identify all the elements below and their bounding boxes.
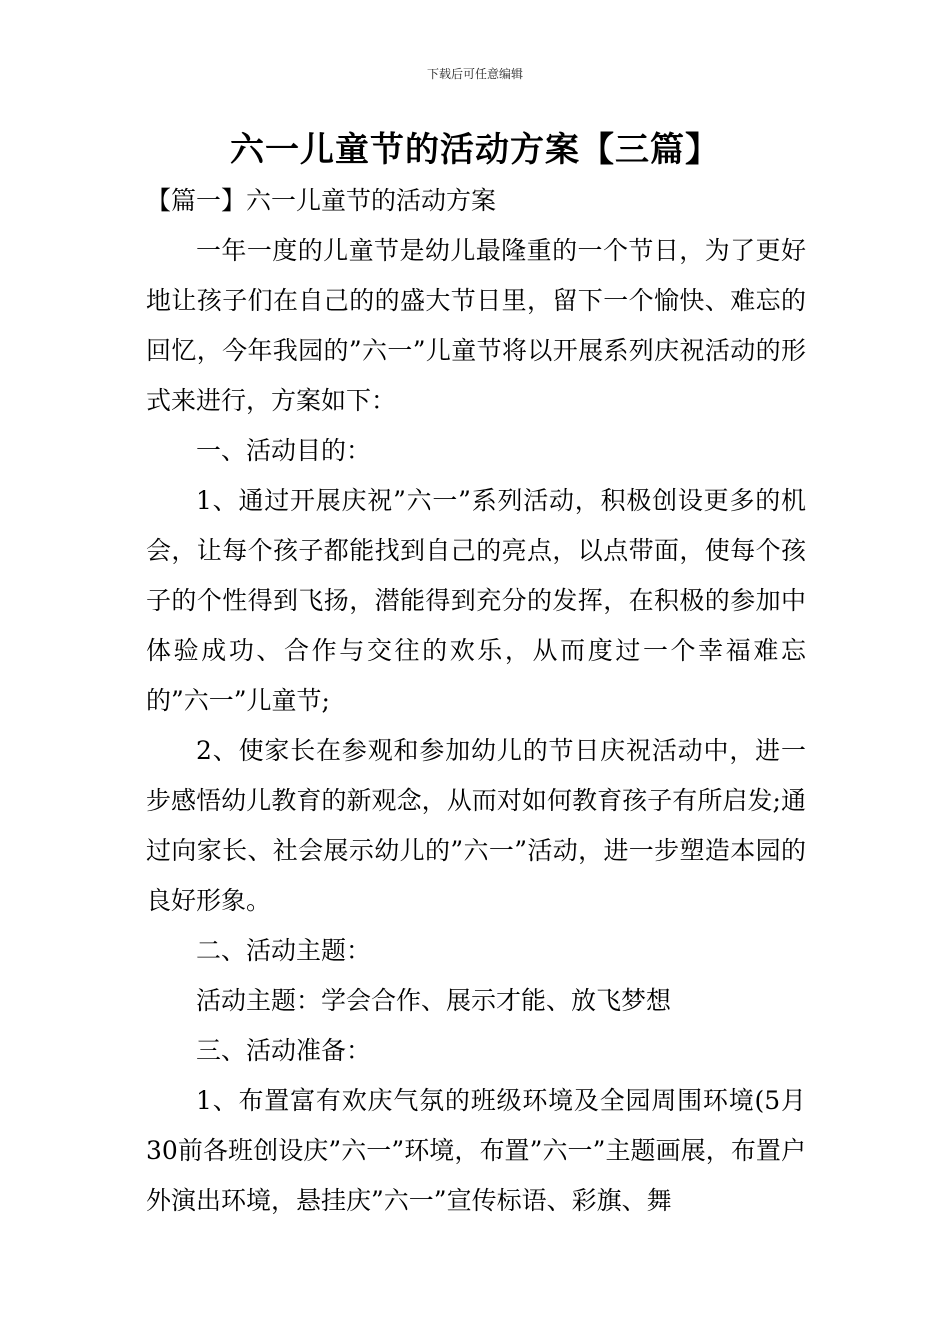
- document-body: [146, 176, 806, 1226]
- heading-theme: 二、活动主题：: [196, 936, 372, 965]
- paragraph-objective-2: 2、使家长在参观和参加幼儿的节日庆祝活动中，进一步感悟幼儿教育的新观念，从而对如何教育孩子有所启发;通过向家长、社会展示幼儿的”六一”活动，进一步塑造本园的良好形象。: [146, 736, 806, 915]
- paragraph-intro: 一年一度的儿童节是幼儿最隆重的一个节日，为了更好地让孩子们在自己的的盛大节日里，留下一个愉快、难忘的回忆，今年我园的”六一”儿童节将以开展系列庆祝活动的形式来进行，方案如下：: [146, 236, 806, 415]
- header-note: 下载后可任意编辑: [426, 67, 523, 81]
- section-heading: 【篇一】六一儿童节的活动方案: [146, 186, 497, 215]
- heading-preparation: 三、活动准备：: [196, 1036, 372, 1065]
- document-title: 六一儿童节的活动方案【三篇】: [230, 130, 720, 170]
- paragraph-objective-1: 1、通过开展庆祝”六一”系列活动，积极创设更多的机会，让每个孩子都能找到自己的亮点，以点带面，使每个孩子的个性得到飞扬，潜能得到充分的发挥，在积极的参加中体验成功、合作与交往的欢乐，从而度过一个幸福难忘的”六一”儿童节;: [146, 486, 806, 715]
- heading-objectives: 一、活动目的：: [196, 436, 372, 465]
- paragraph-theme: 活动主题：学会合作、展示才能、放飞梦想: [196, 986, 672, 1015]
- paragraph-preparation-1: 1、布置富有欢庆气氛的班级环境及全园周围环境(5月30前各班创设庆”六一”环境，布置”六一”主题画展，布置户外演出环境，悬挂庆”六一”宣传标语、彩旗、舞: [146, 1086, 806, 1215]
